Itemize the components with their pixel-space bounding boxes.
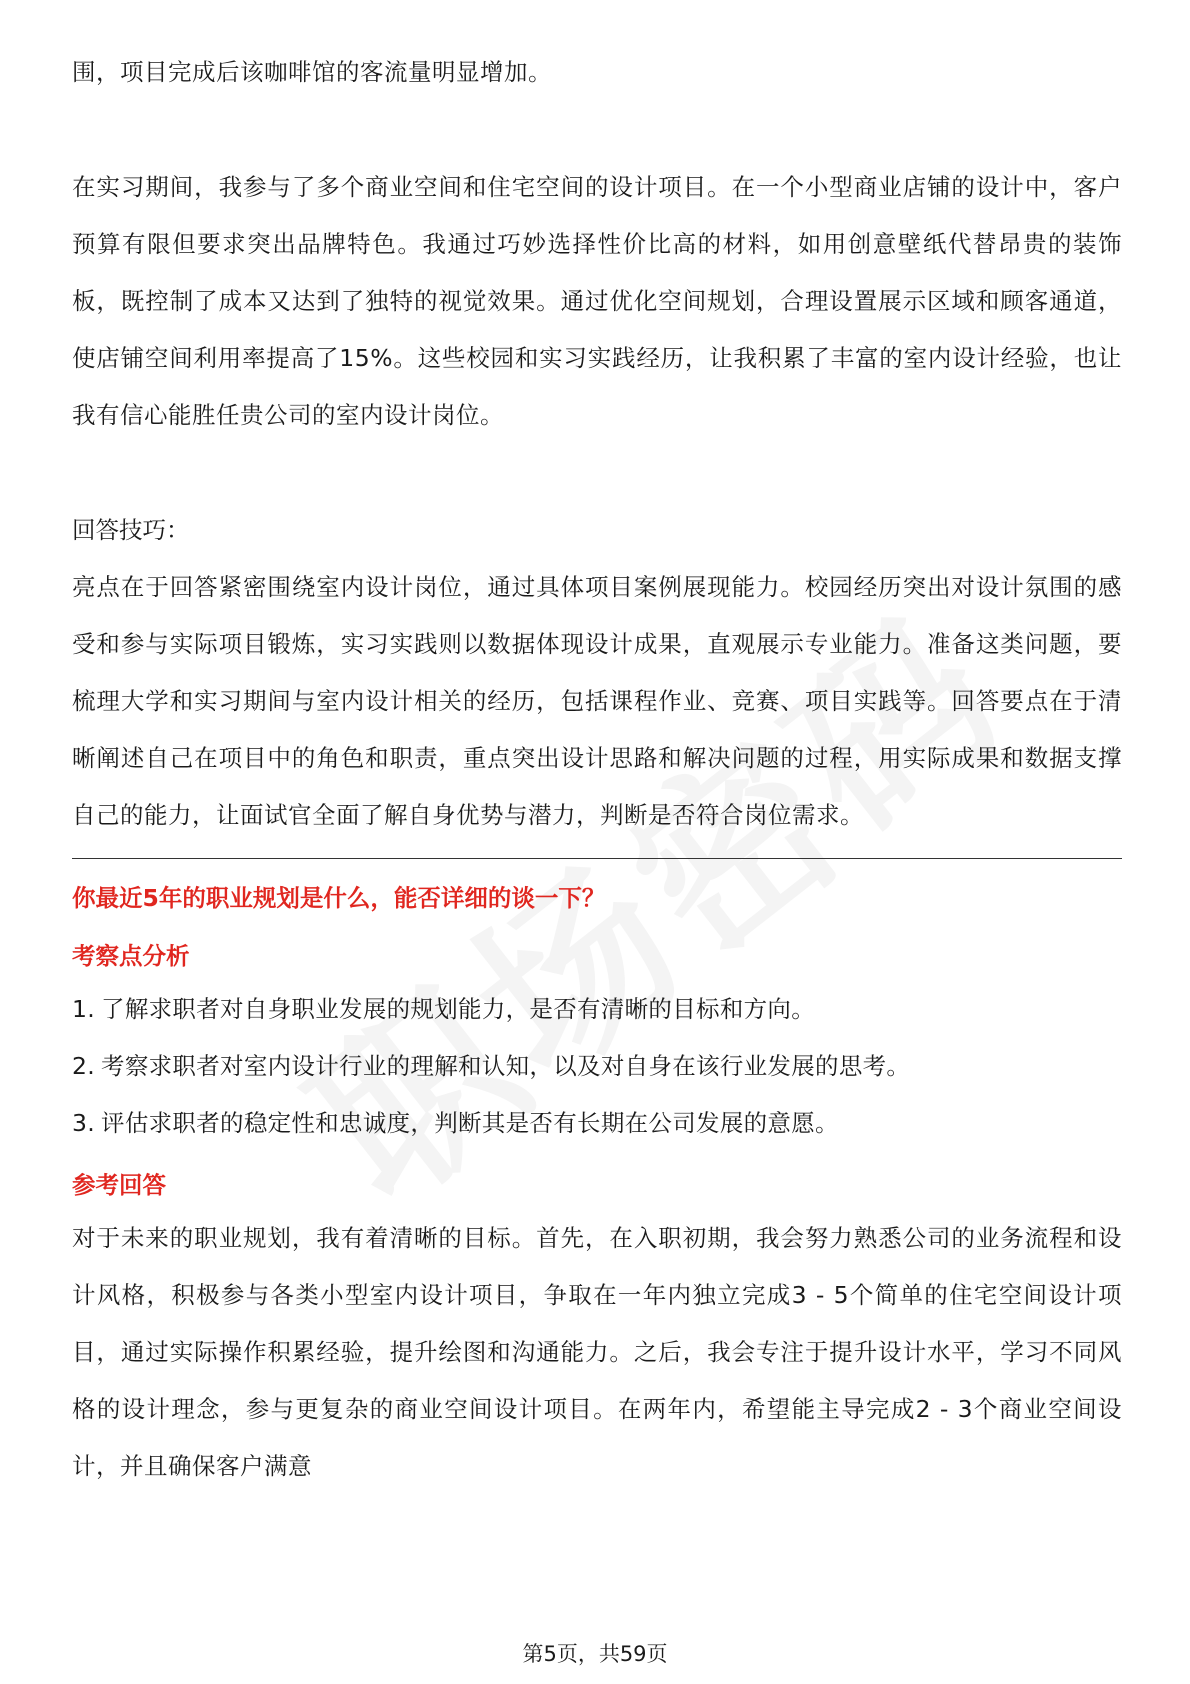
list-item-text: 了解求职者对自身职业发展的规划能力，是否有清晰的目标和方向。 [101,995,816,1023]
list-item-number: 3. [72,1109,96,1137]
list-item-text: 考察求职者对室内设计行业的理解和认知，以及对自身在该行业发展的思考。 [101,1052,911,1080]
list-item [72,981,1122,1038]
tips-label: 回答技巧： [72,516,190,544]
list-item-number: 2. [72,1052,96,1080]
answer-text: 对于未来的职业规划，我有着清晰的目标。首先，在入职初期，我会努力熟悉公司的业务流程和设计风格，积极参与各类小型室内设计项目，争取在一年内独立完成3 - 5个简单的住宅空间设计项目，通过实际操作积累经验，提升绘图和沟通能力。之后，我会专注于提升设计水平，学习不同风格的设计理念，参与更复杂的商业空间设计项目。在两年内，希望能主导完成2 - 3个商业空间设计，并且确保客户满意 [72,1224,1122,1480]
answer-heading: 参考回答 [72,1171,166,1199]
list-item [72,1095,1122,1152]
analysis-points-list [72,981,1122,1152]
section-divider [72,858,1122,859]
list-item-text: 评估求职者的稳定性和忠诚度，判断其是否有长期在公司发展的意愿。 [101,1109,839,1137]
tips-text: 亮点在于回答紧密围绕室内设计岗位，通过具体项目案例展现能力。校园经历突出对设计氛围的感受和参与实际项目锻炼，实习实践则以数据体现设计成果，直观展示专业能力。准备这类问题，要梳理大学和实习期间与室内设计相关的经历，包括课程作业、竞赛、项目实践等。回答要点在于清晰阐述自己在项目中的角色和职责，重点突出设计思路和解决问题的过程，用实际成果和数据支撑自己的能力，让面试官全面了解自身优势与潜力，判断是否符合岗位需求。 [72,573,1122,829]
question-title: 你最近5年的职业规划是什么，能否详细的谈一下？ [72,884,606,912]
paragraph-continuation: 围，项目完成后该咖啡馆的客流量明显增加。 [72,58,552,86]
analysis-heading: 考察点分析 [72,942,190,970]
paragraph-internship: 在实习期间，我参与了多个商业空间和住宅空间的设计项目。在一个小型商业店铺的设计中，客户预算有限但要求突出品牌特色。我通过巧妙选择性价比高的材料，如用创意壁纸代替昂贵的装饰板，既控制了成本又达到了独特的视觉效果。通过优化空间规划，合理设置展示区域和顾客通道，使店铺空间利用率提高了15%。这些校园和实习实践经历，让我积累了丰富的室内设计经验，也让我有信心能胜任贵公司的室内设计岗位。 [72,173,1122,429]
page-content [72,44,1122,1495]
page-number-footer: 第5页，共59页 [522,1642,668,1666]
list-item-number: 1. [72,995,96,1023]
list-item [72,1038,1122,1095]
